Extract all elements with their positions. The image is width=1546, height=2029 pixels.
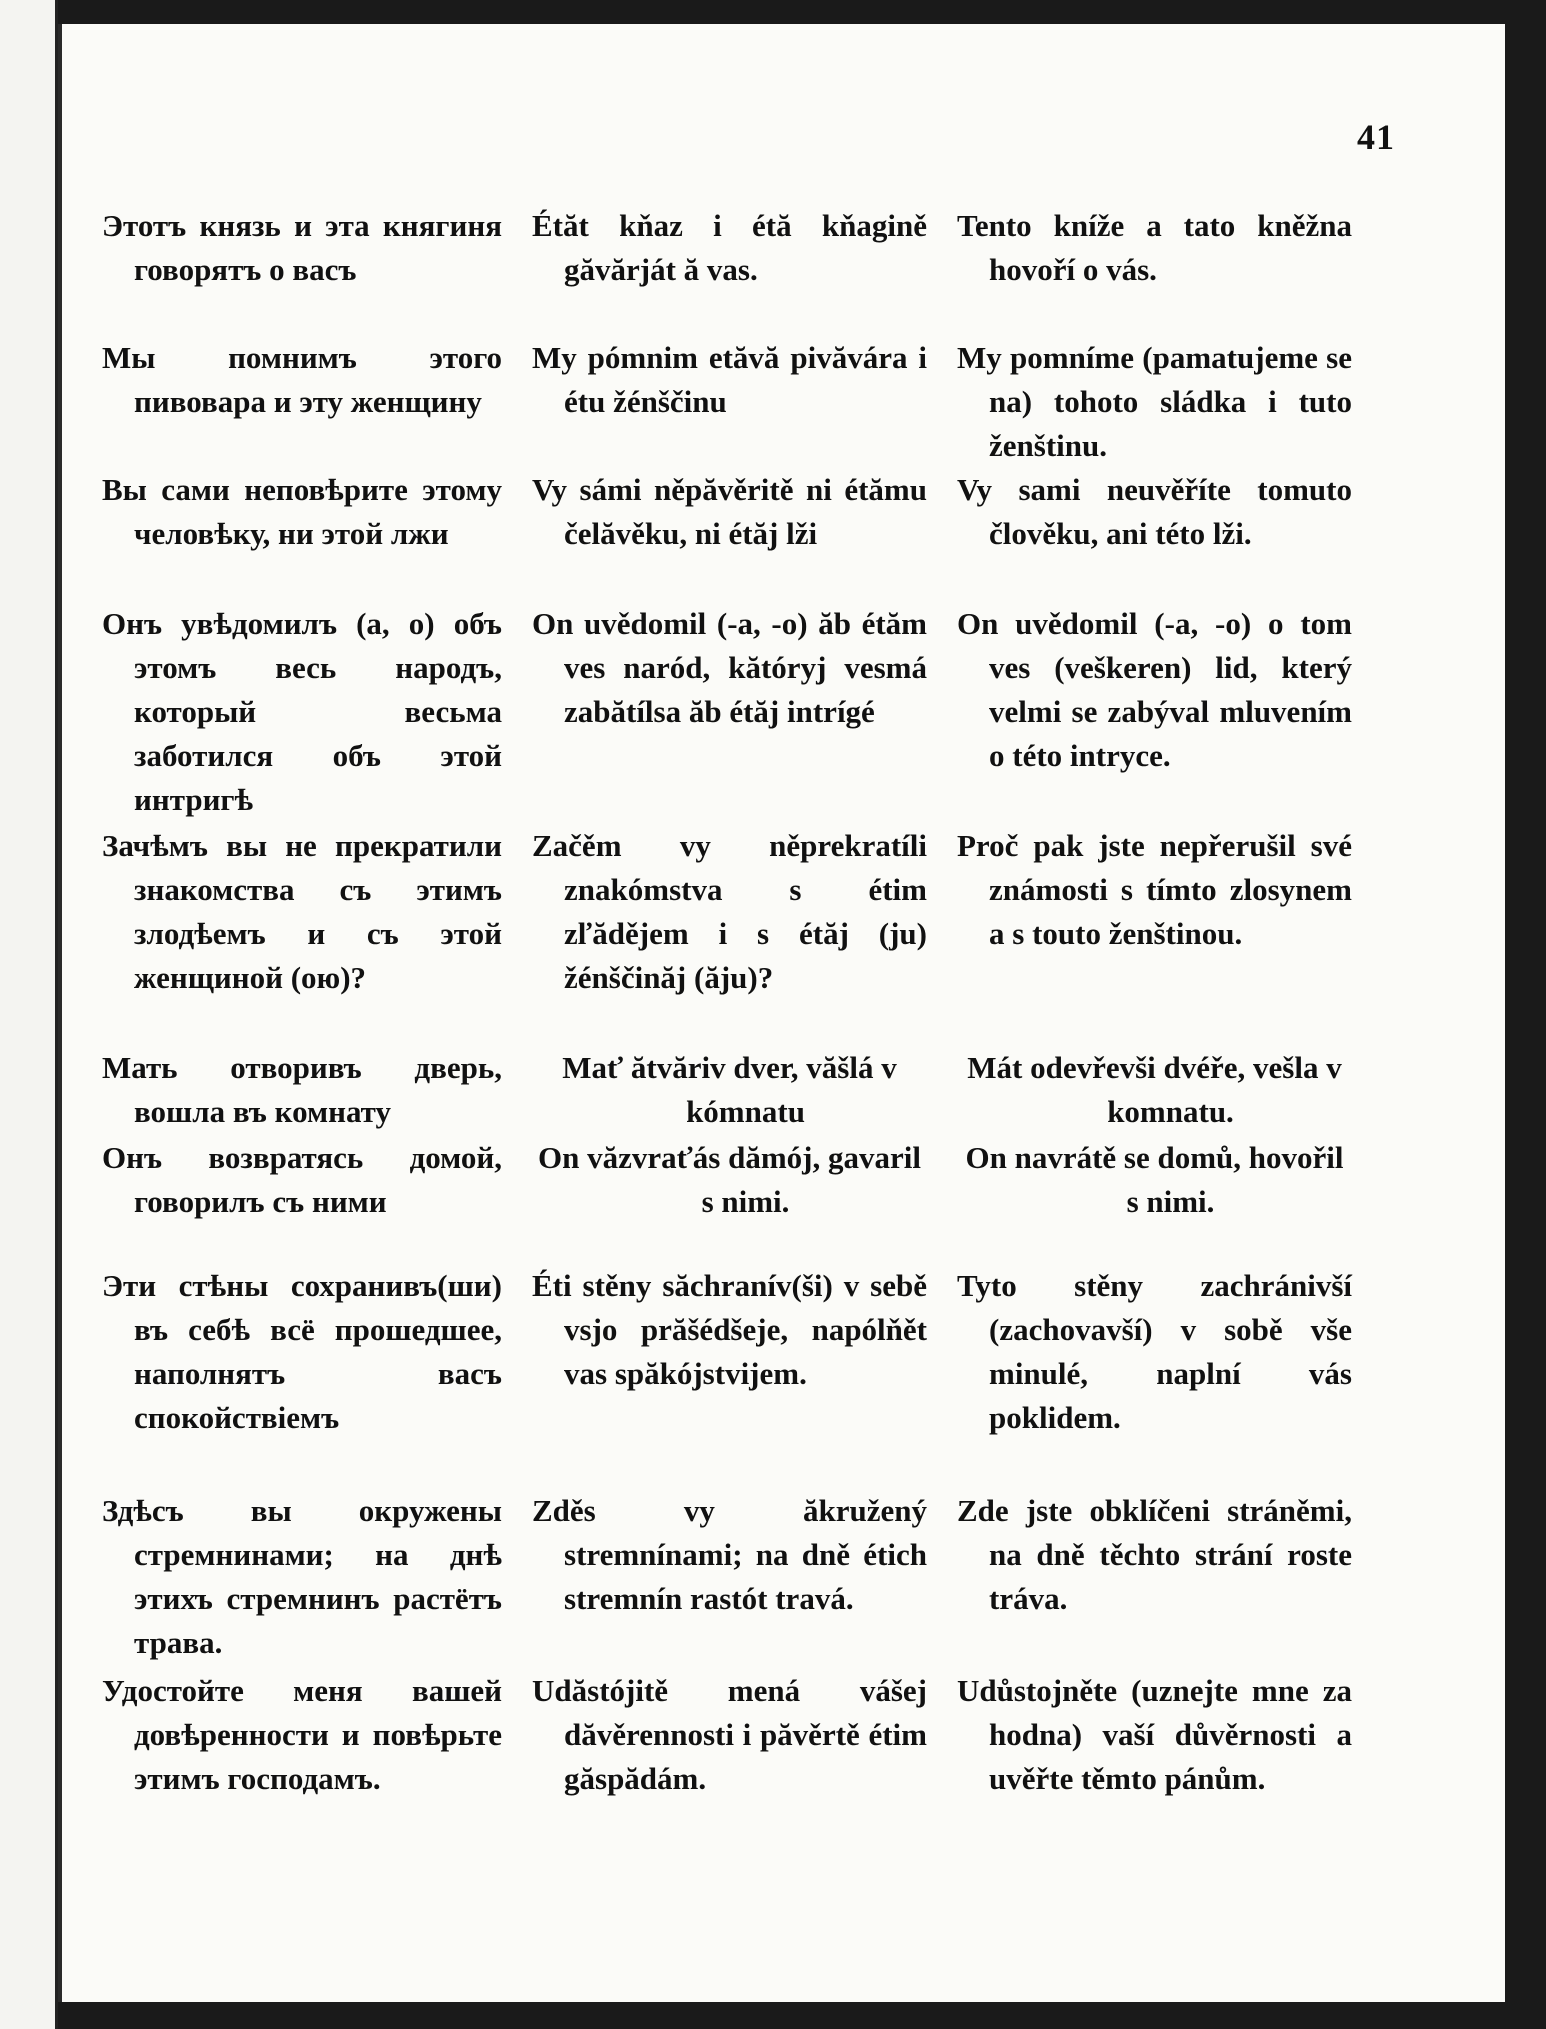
cz-entry-8: Tyto stěny zachránivší (zachovavší) v sobě vše minulé, naplní vás poklidem. [957, 1268, 1352, 1435]
tr-entry-9: Zděs vy ăkružený stremnínami; na dně étich stremnín rastót travá. [532, 1493, 927, 1616]
cz-entry-2: My pomníme (pamatujeme se na) tohoto sládka i tuto ženštinu. [957, 340, 1352, 463]
cz-entry-10: Udůstojněte (uznejte mne za hodna) vaší důvěrnosti a uvěřte těmto pánům. [957, 1673, 1352, 1796]
tr-entry-2: My pómnim etăvă pivăvára i étu žénščinu [532, 340, 927, 419]
ru-entry-10: Удостойте меня вашей довѣренности и повѣрьте этимъ господамъ. [102, 1673, 502, 1796]
cz-entry-1: Tento kníže a tato kněžna hovoří o vás. [957, 208, 1352, 287]
ru-entry-6: Мать отворивъ дверь, вошла въ комнату [102, 1050, 502, 1129]
tr-entry-6: Mať ătvăriv dver, văšlá v kómnatu [562, 1050, 897, 1129]
ru-entry-2: Мы помнимъ этого пивовара и эту женщину [102, 340, 502, 419]
tr-entry-1: Étăt kňaz i étă kňagině găvărját ă vas. [532, 208, 927, 287]
ru-entry-7: Онъ возвратясь домой, говорилъ съ ними [102, 1140, 502, 1219]
ru-entry-1: Этотъ князь и эта княгиня говорятъ о васъ [102, 208, 502, 287]
ru-entry-3: Вы сами неповѣрите этому человѣку, ни этой лжи [102, 472, 502, 551]
tr-entry-3: Vy sámi něpăvěritě ni étămu čelăvěku, ni étăj lži [532, 472, 927, 551]
cz-entry-3: Vy sami neuvěříte tomuto člověku, ani této lži. [957, 472, 1352, 551]
ru-entry-9: Здѣсъ вы окружены стремнинами; на днѣ этихъ стремнинъ растётъ трава. [102, 1493, 502, 1660]
tr-entry-10: Udăstójitě mená vášej dăvěrennosti i păvěrtě étim găspădám. [532, 1673, 927, 1796]
ru-entry-5: Зачѣмъ вы не прекратили знакомства съ этимъ злодѣемъ и съ этой женщиной (ою)? [102, 828, 502, 995]
cz-entry-5: Proč pak jste nepřerušil své známosti s tímto zlosynem a s touto ženštinou. [957, 828, 1352, 951]
book-page [58, 24, 1505, 2002]
ru-entry-4: Онъ увѣдомилъ (а, о) объ этомъ весь народъ, который весьма заботился объ этой интригѣ [102, 606, 502, 817]
cz-entry-9: Zde jste obklíčeni stráněmi, na dně těchto strání roste tráva. [957, 1493, 1352, 1616]
page-number: 41 [1357, 117, 1395, 157]
cz-entry-6: Mát odevřevši dvéře, vešla v komnatu. [967, 1050, 1342, 1129]
tr-entry-7: On văzvraťás dămój, gavaril s nimi. [538, 1140, 921, 1219]
adjacent-page-edge [0, 0, 58, 2029]
cz-entry-7: On navrátě se domů, hovořil s nimi. [965, 1140, 1344, 1219]
tr-entry-4: On uvědomil (-a, -o) ăb étăm ves naród, kătóryj vesmá zabătílsa ăb étăj intrígé [532, 606, 927, 729]
cz-entry-4: On uvědomil (-a, -o) o tom ves (veškeren) lid, který velmi se zabýval mluvením o této intryce. [957, 606, 1352, 773]
ru-entry-8: Эти стѣны сохранивъ(ши) въ себѣ всё прошедшее, наполнятъ васъ спокойствіемъ [102, 1268, 502, 1435]
tr-entry-5: Začěm vy něprekratíli znakómstva s étim zľădějem i s étăj (ju) žénščinăj (ăju)? [532, 828, 927, 995]
tr-entry-8: Éti stěny săchranív(ši) v sebě vsjo prăšédšeje, napólňět vas spăkójstvijem. [532, 1268, 927, 1391]
